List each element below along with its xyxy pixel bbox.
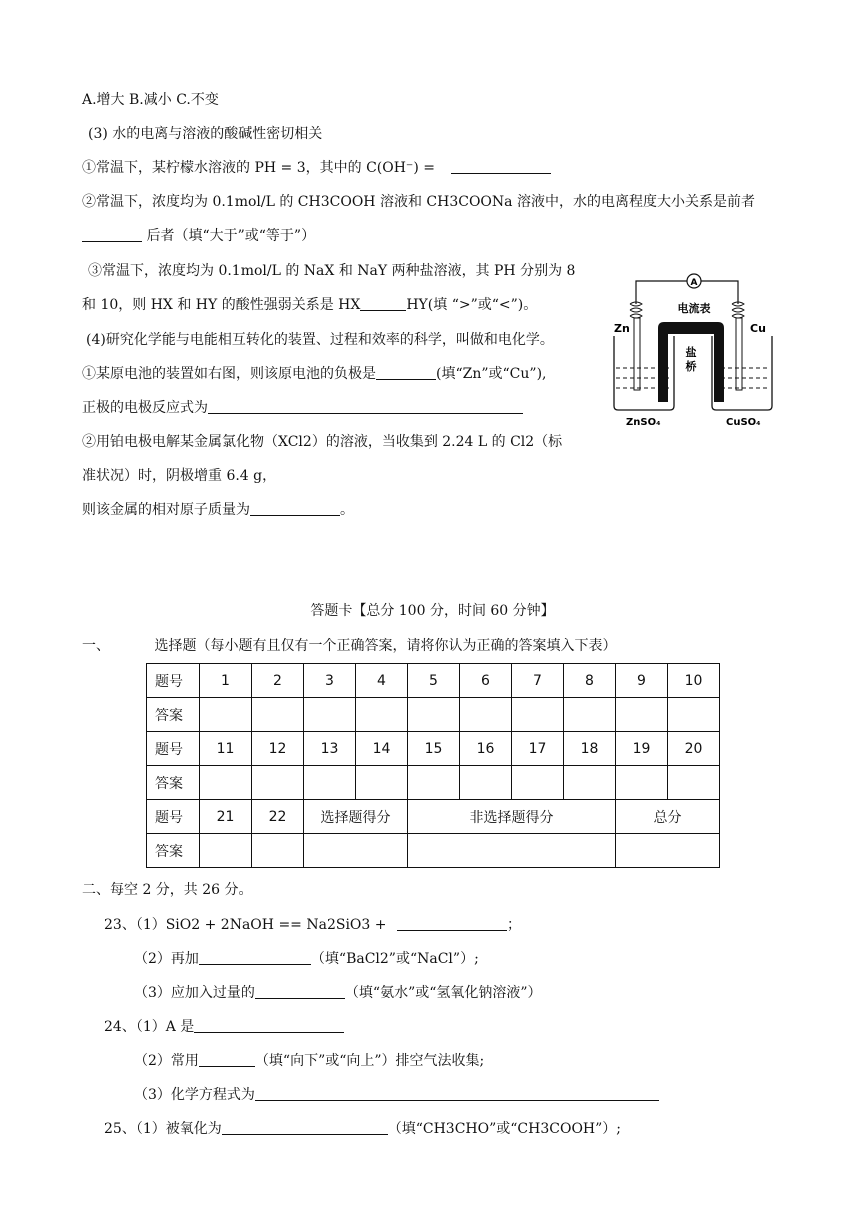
table-row bbox=[147, 800, 720, 834]
total-score-header: 总分 bbox=[616, 800, 720, 834]
q23-2 bbox=[134, 949, 479, 969]
q3-1-text: ①常温下，某柠檬水溶液的 PH = 3，其中的 C(OH⁻) = bbox=[82, 160, 435, 176]
answer-blank[interactable] bbox=[376, 365, 436, 380]
table-row bbox=[147, 766, 720, 800]
answer-cell[interactable] bbox=[200, 834, 252, 868]
answer-cell[interactable] bbox=[460, 698, 512, 732]
q23-1-post: ； bbox=[506, 917, 521, 933]
answer-cell[interactable] bbox=[356, 766, 408, 800]
nonchoice-score-cell[interactable] bbox=[408, 834, 616, 868]
left-electrode-label: Zn bbox=[614, 322, 630, 335]
q24-3 bbox=[134, 1085, 659, 1105]
answer-table bbox=[146, 663, 720, 868]
q24-2-pre: （2）常用 bbox=[134, 1053, 199, 1069]
right-solution-label: CuSO₄ bbox=[726, 417, 761, 428]
q3-intro: (3) 水的电离与溶液的酸碱性密切相关 bbox=[88, 126, 323, 142]
q4-1b bbox=[82, 398, 523, 418]
galvanic-cell-figure bbox=[608, 268, 780, 430]
q3-3b-post: HY(填 “>”或“<”)。 bbox=[406, 297, 538, 313]
answer-blank[interactable] bbox=[222, 1120, 388, 1135]
total-score-cell[interactable] bbox=[616, 834, 720, 868]
answer-cell[interactable] bbox=[200, 698, 252, 732]
nonchoice-score-header: 非选择题得分 bbox=[408, 800, 616, 834]
answer-blank[interactable] bbox=[208, 399, 523, 414]
q24-3-pre: （3）化学方程式为 bbox=[134, 1087, 255, 1103]
question-number: 19 bbox=[616, 732, 668, 766]
q3-2a: ②常温下，浓度均为 0.1mol/L 的 CH3COOH 溶液和 CH3COONa 溶液中，水的电离程度大小关系是前者 bbox=[82, 194, 755, 210]
table-row bbox=[147, 732, 720, 766]
q3-3b bbox=[82, 295, 537, 315]
answer-blank[interactable] bbox=[82, 227, 142, 242]
q3-3b-pre: 和 10，则 HX 和 HY 的酸性强弱关系是 HX bbox=[82, 297, 361, 313]
question-number: 2 bbox=[252, 664, 304, 698]
q25-1-pre: 25、（1）被氧化为 bbox=[104, 1121, 222, 1137]
row-label: 答案 bbox=[147, 834, 200, 868]
ammeter-label: 电流表 bbox=[677, 302, 711, 315]
answer-blank[interactable] bbox=[250, 501, 340, 516]
section1-heading bbox=[82, 636, 616, 656]
answer-card-title: 答题卡【总分 100 分，时间 60 分钟】 bbox=[310, 603, 555, 619]
section2-heading: 二、每空 2 分，共 26 分。 bbox=[82, 882, 253, 898]
right-coil-icon bbox=[732, 302, 744, 318]
answer-cell[interactable] bbox=[252, 698, 304, 732]
q4-2c-pre: 则该金属的相对原子质量为 bbox=[82, 502, 250, 518]
q4-1a-pre: ①某原电池的装置如右图，则该原电池的负极是 bbox=[82, 366, 376, 382]
answer-cell[interactable] bbox=[252, 766, 304, 800]
q24-1 bbox=[104, 1017, 344, 1037]
row-label: 答案 bbox=[147, 766, 200, 800]
q4-2a: ②用铂电极电解某金属氯化物（XCl2）的溶液，当收集到 2.24 L 的 Cl2（标 bbox=[82, 434, 563, 450]
q4-1a bbox=[82, 364, 546, 384]
row-label: 答案 bbox=[147, 698, 200, 732]
q23-2-post: （填“BaCl2”或“NaCl”）; bbox=[310, 951, 479, 967]
q23-3-post: （填“氨水”或“氢氧化钠溶液”） bbox=[344, 985, 542, 1001]
q4-intro: (4)研究化学能与电能相互转化的装置、过程和效率的科学，叫做和电化学。 bbox=[86, 332, 554, 348]
question-number: 8 bbox=[564, 664, 616, 698]
question-number: 1 bbox=[200, 664, 252, 698]
question-number: 16 bbox=[460, 732, 512, 766]
cu-electrode bbox=[736, 318, 742, 390]
q23-2-pre: （2）再加 bbox=[134, 951, 199, 967]
salt-bridge-label-1: 盐 bbox=[685, 346, 697, 359]
question-number: 4 bbox=[356, 664, 408, 698]
section1-num: 一、 bbox=[82, 638, 110, 654]
q4-2c bbox=[82, 500, 354, 520]
answer-blank[interactable] bbox=[255, 984, 345, 999]
question-number: 21 bbox=[200, 800, 252, 834]
q23-1 bbox=[104, 915, 521, 935]
answer-cell[interactable] bbox=[408, 698, 460, 732]
answer-cell[interactable] bbox=[252, 834, 304, 868]
row-label: 题号 bbox=[147, 732, 200, 766]
question-number: 9 bbox=[616, 664, 668, 698]
question-number: 5 bbox=[408, 664, 460, 698]
question-number: 20 bbox=[668, 732, 720, 766]
q23-1-pre: 23、（1）SiO2 + 2NaOH == Na2SiO3 + bbox=[104, 917, 387, 933]
answer-cell[interactable] bbox=[668, 766, 720, 800]
question-number: 18 bbox=[564, 732, 616, 766]
q3-1 bbox=[82, 158, 551, 178]
table-row bbox=[147, 698, 720, 732]
q24-2 bbox=[134, 1051, 484, 1071]
answer-cell[interactable] bbox=[616, 698, 668, 732]
question-number: 11 bbox=[200, 732, 252, 766]
q24-2-post: （填“向下”或“向上”）排空气法收集; bbox=[254, 1053, 485, 1069]
answer-blank[interactable] bbox=[199, 1052, 255, 1067]
left-solution-label: ZnSO₄ bbox=[626, 417, 661, 428]
q4-1b-text: 正极的电极反应式为 bbox=[82, 400, 208, 416]
q25-1-post: （填“CH3CHO”或“CH3COOH”）; bbox=[387, 1121, 622, 1137]
question-number: 14 bbox=[356, 732, 408, 766]
section1-text: 选择题（每小题有且仅有一个正确答案，请将你认为正确的答案填入下表） bbox=[154, 638, 617, 654]
table-row bbox=[147, 664, 720, 698]
answer-blank[interactable] bbox=[360, 296, 406, 311]
answer-cell[interactable] bbox=[668, 698, 720, 732]
answer-blank[interactable] bbox=[451, 159, 551, 174]
question-number: 3 bbox=[304, 664, 356, 698]
answer-blank[interactable] bbox=[199, 950, 311, 965]
answer-cell[interactable] bbox=[408, 766, 460, 800]
ammeter-symbol: A bbox=[690, 278, 698, 288]
answer-cell[interactable] bbox=[564, 766, 616, 800]
answer-cell[interactable] bbox=[460, 766, 512, 800]
question-number: 10 bbox=[668, 664, 720, 698]
answer-cell[interactable] bbox=[304, 698, 356, 732]
left-wire bbox=[636, 281, 687, 304]
table-row bbox=[147, 834, 720, 868]
question-number: 17 bbox=[512, 732, 564, 766]
right-electrode-label: Cu bbox=[750, 322, 766, 335]
answer-cell[interactable] bbox=[304, 766, 356, 800]
choice-score-header: 选择题得分 bbox=[304, 800, 408, 834]
answer-cell[interactable] bbox=[356, 698, 408, 732]
q4-2c-post: 。 bbox=[340, 502, 354, 518]
q23-3-pre: （3）应加入过量的 bbox=[134, 985, 255, 1001]
answer-cell[interactable] bbox=[512, 766, 564, 800]
q3-3a: ③常温下，浓度均为 0.1mol/L 的 NaX 和 NaY 两种盐溶液，其 PH 分别为 8 bbox=[88, 263, 576, 279]
q4-2b: 准状况）时，阴极增重 6.4 g， bbox=[82, 468, 277, 484]
answer-cell[interactable] bbox=[200, 766, 252, 800]
q23-3 bbox=[134, 983, 542, 1003]
q3-2b-text: 后者（填“大于”或“等于”） bbox=[146, 228, 316, 244]
answer-blank[interactable] bbox=[397, 916, 507, 931]
question-number: 12 bbox=[252, 732, 304, 766]
options-line: A.增大 B.减小 C.不变 bbox=[82, 92, 219, 108]
question-number: 13 bbox=[304, 732, 356, 766]
answer-cell[interactable] bbox=[512, 698, 564, 732]
question-number: 15 bbox=[408, 732, 460, 766]
answer-blank[interactable] bbox=[194, 1018, 344, 1033]
zn-electrode bbox=[634, 318, 640, 390]
question-number: 22 bbox=[252, 800, 304, 834]
q3-2b bbox=[82, 226, 315, 246]
row-label: 题号 bbox=[147, 664, 200, 698]
question-number: 7 bbox=[512, 664, 564, 698]
left-coil-icon bbox=[630, 302, 642, 318]
q25-1 bbox=[104, 1119, 621, 1139]
answer-blank[interactable] bbox=[255, 1086, 659, 1101]
row-label: 题号 bbox=[147, 800, 200, 834]
choice-score-cell[interactable] bbox=[304, 834, 408, 868]
right-wire bbox=[701, 281, 738, 304]
question-number: 6 bbox=[460, 664, 512, 698]
q4-1a-post: (填“Zn”或“Cu”), bbox=[436, 366, 547, 382]
answer-cell[interactable] bbox=[564, 698, 616, 732]
salt-bridge-label-2: 桥 bbox=[685, 360, 697, 373]
q24-1-pre: 24、（1）A 是 bbox=[104, 1019, 195, 1035]
answer-cell[interactable] bbox=[616, 766, 668, 800]
